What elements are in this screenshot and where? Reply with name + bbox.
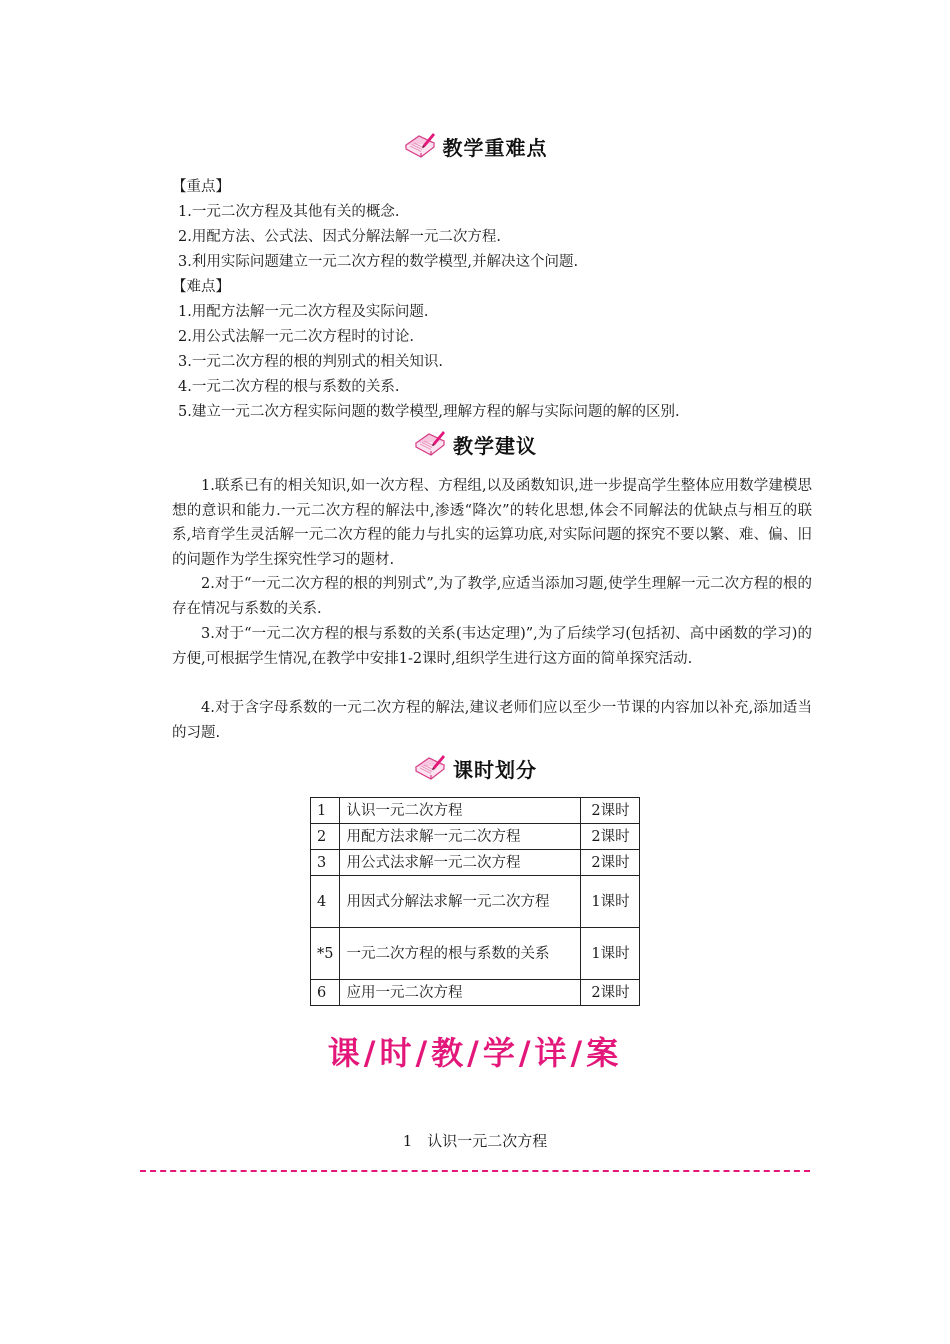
lesson-hours: 2课时 xyxy=(581,980,640,1006)
key-point-item: 2.用配方法、公式法、因式分解法解一元二次方程. xyxy=(178,229,501,245)
key-points-label: 【重点】 xyxy=(172,179,230,195)
table-row xyxy=(311,928,640,980)
lesson-name: 用公式法求解一元二次方程 xyxy=(340,850,581,876)
row-number: 3 xyxy=(311,850,340,876)
table-row xyxy=(311,798,640,824)
difficult-point-item: 5.建立一元二次方程实际问题的数学模型,理解方程的解与实际问题的解的区别. xyxy=(178,404,680,420)
schedule-table xyxy=(310,797,640,1006)
lesson-name: 用配方法求解一元二次方程 xyxy=(340,824,581,850)
difficult-point-item: 4.一元二次方程的根与系数的关系. xyxy=(178,379,400,395)
lesson-name: 一元二次方程的根与系数的关系 xyxy=(340,928,581,980)
lesson-name: 用因式分解法求解一元二次方程 xyxy=(340,876,581,928)
table-row xyxy=(311,850,640,876)
section-header-difficulty xyxy=(0,126,950,166)
book-pen-icon xyxy=(403,131,437,161)
section-title: 教学重难点 xyxy=(442,135,548,160)
lesson-hours: 1课时 xyxy=(581,876,640,928)
advice-paragraph: 3.对于“一元二次方程的根与系数的关系(韦达定理)”,为了后续学习(包括初、高中函数的学习)的方便,可根据学生情况,在教学中安排1-2课时,组织学生进行这方面的简单探究活动. xyxy=(172,626,812,667)
advice-paragraph: 2.对于“一元二次方程的根的判别式”,为了教学,应适当添加习题,使学生理解一元二次方程的根的存在情况与系数的关系. xyxy=(172,576,812,617)
lesson-hours: 2课时 xyxy=(581,798,640,824)
book-pen-icon xyxy=(413,429,447,459)
lesson-hours: 2课时 xyxy=(581,824,640,850)
section-header-schedule xyxy=(0,748,950,788)
difficult-points-label: 【难点】 xyxy=(172,279,230,295)
book-pen-icon xyxy=(413,753,447,783)
row-number: *5 xyxy=(311,928,340,980)
key-point-item: 1.一元二次方程及其他有关的概念. xyxy=(178,204,400,220)
row-number: 4 xyxy=(311,876,340,928)
table-row xyxy=(311,980,640,1006)
row-number: 2 xyxy=(311,824,340,850)
lesson-name: 应用一元二次方程 xyxy=(340,980,581,1006)
banner-title: 课/时/教/学/详/案 xyxy=(327,1034,623,1072)
dashed-divider xyxy=(140,1170,810,1172)
section-title: 课时划分 xyxy=(453,757,537,782)
advice-paragraph: 1.联系已有的相关知识,如一次方程、方程组,以及函数知识,进一步提高学生整体应用数学建模思想的意识和能力.一元二次方程的解法中,渗透“降次”的转化思想,体会不同解法的优缺点与相互的联系,培育学生灵活解一元二次方程的能力与扎实的运算功底,对实际问题的探究不要以繁、难、偏、旧的问题作为学生探究性学习的题材. xyxy=(172,478,812,568)
key-point-item: 3.利用实际问题建立一元二次方程的数学模型,并解决这个问题. xyxy=(178,254,579,270)
difficult-point-item: 3.一元二次方程的根的判别式的相关知识. xyxy=(178,354,443,370)
section-header-advice xyxy=(0,424,950,464)
difficult-point-item: 2.用公式法解一元二次方程时的讨论. xyxy=(178,329,414,345)
table-row xyxy=(311,876,640,928)
table-row xyxy=(311,824,640,850)
difficult-point-item: 1.用配方法解一元二次方程及实际问题. xyxy=(178,304,429,320)
advice-paragraph: 4.对于含字母系数的一元二次方程的解法,建议老师们应以至少一节课的内容加以补充,添加适当的习题. xyxy=(172,700,812,741)
lesson-name: 认识一元二次方程 xyxy=(340,798,581,824)
row-number: 1 xyxy=(311,798,340,824)
lesson-title: 1 认识一元二次方程 xyxy=(402,1132,548,1150)
lesson-hours: 1课时 xyxy=(581,928,640,980)
section-title: 教学建议 xyxy=(453,433,537,458)
row-number: 6 xyxy=(311,980,340,1006)
lesson-hours: 2课时 xyxy=(581,850,640,876)
